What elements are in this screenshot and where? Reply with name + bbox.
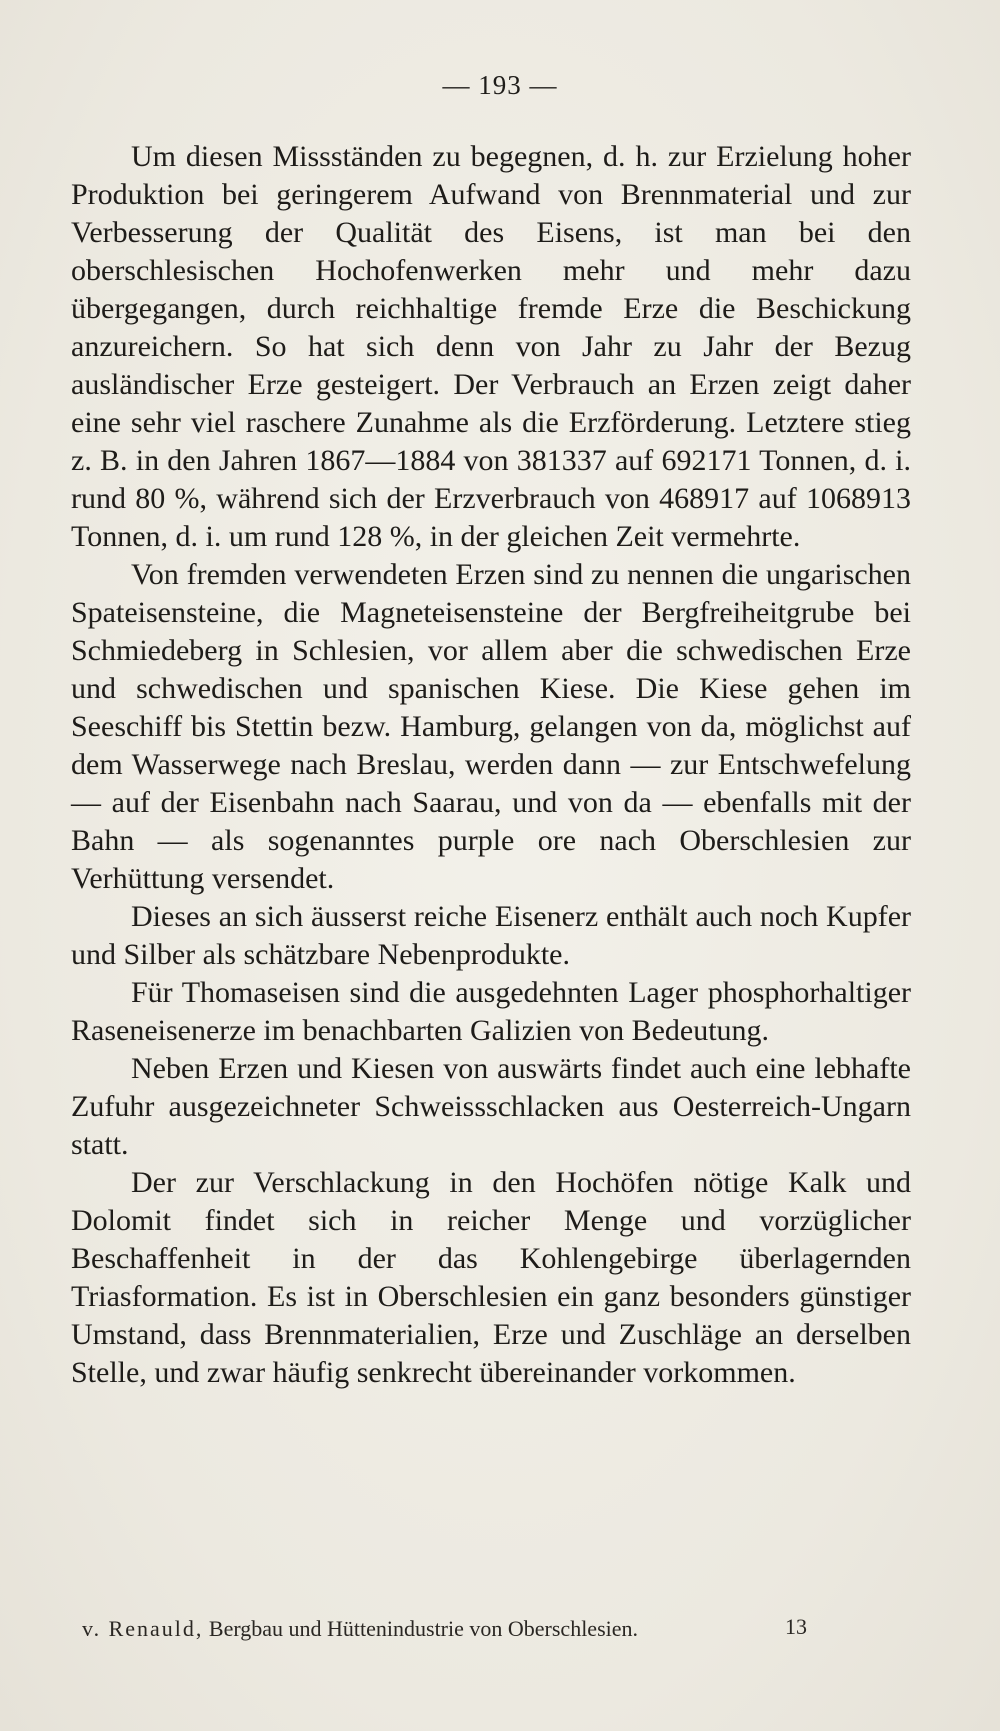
paragraph-1: Um diesen Missständen zu begegnen, d. h. zur Erzielung hoher Produktion bei geringerem Aufwand von Brennmaterial und zur Verbesserung der Qualität des Eisens, ist man bei den oberschlesischen Hochofenwerken mehr und mehr dazu übergegangen, durch reichhaltige fremde Erze die Beschickung anzureichern. So hat sich denn von Jahr zu Jahr der Bezug ausländischer Erze gesteigert. Der Verbrauch an Erzen zeigt daher eine sehr viel raschere Zunahme als die Erzförderung. Letztere stieg z. B. in den Jahren 1867—1884 von 381337 auf 692171 Tonnen, d. i. rund 80 %, während sich der Erzverbrauch von 468917 auf 1068913 Tonnen, d. i. um rund 128 %, in der gleichen Zeit vermehrte. (71, 140, 911, 553)
paragraph-5: Neben Erzen und Kiesen von auswärts findet auch eine lebhafte Zufuhr ausgezeichneter Schweissschlacken aus Oesterreich-Ungarn statt. (71, 1052, 911, 1161)
paragraph-6: Der zur Verschlackung in den Hochöfen nötige Kalk und Dolomit findet sich in reicher Menge und vorzüglicher Beschaffenheit in der das Kohlengebirge überlagernden Triasformation. Es ist in Oberschlesien ein ganz besonders günstiger Umstand, dass Brennmaterialien, Erze und Zuschläge an derselben Stelle, und zwar häufig senkrecht übereinander vorkommen. (71, 1166, 911, 1389)
footer-signature: 13 (785, 1614, 807, 1639)
footer-citation (82, 1616, 832, 1642)
paragraph-2: Von fremden verwendeten Erzen sind zu nennen die ungarischen Spateisensteine, die Magneteisensteine der Bergfreiheitgrube bei Schmiedeberg in Schlesien, vor allem aber die schwedischen Erze und schwedischen und spanischen Kiese. Die Kiese gehen im Seeschiff bis Stettin bezw. Hamburg, gelangen von da, möglichst auf dem Wasserwege nach Breslau, werden dann — zur Entschwefelung — auf der Eisenbahn nach Saarau, und von da — ebenfalls mit der Bahn — als sogenanntes purple ore nach Oberschlesien zur Verhüttung versendet. (71, 558, 911, 895)
paragraph-3: Dieses an sich äusserst reiche Eisenerz enthält auch noch Kupfer und Silber als schätzbare Nebenprodukte. (71, 900, 911, 971)
footer-book-title: Bergbau und Hüttenindustrie von Oberschlesien. (208, 1616, 639, 1641)
page-number: — 193 — (442, 70, 558, 100)
body-text (71, 138, 911, 1392)
paragraph-4: Für Thomaseisen sind die ausgedehnten Lager phosphorhaltiger Raseneisenerze im benachbarten Galizien von Bedeutung. (71, 976, 911, 1047)
footer-author: v. Renauld, (82, 1616, 204, 1641)
